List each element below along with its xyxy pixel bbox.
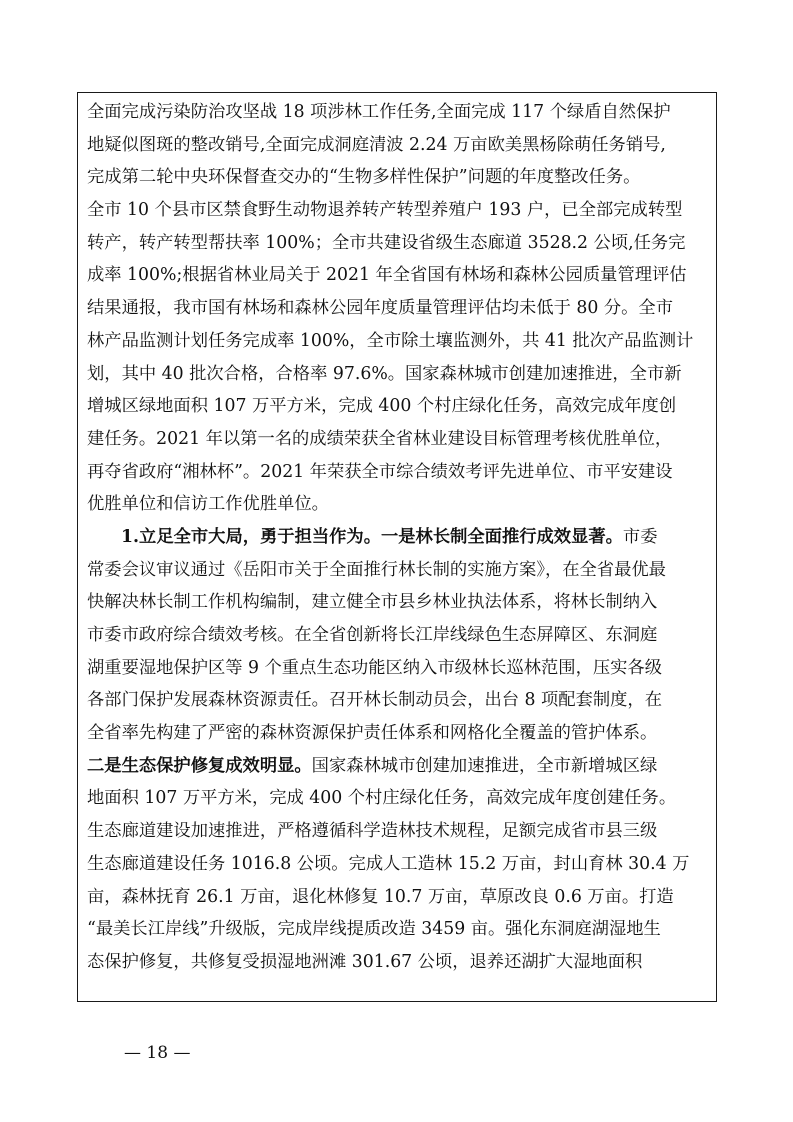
text-line: 地疑似图斑的整改销号,全面完成洞庭清波 2.24 万亩欧美黑杨除萌任务销号, (87, 134, 666, 155)
text-line: 林产品监测计划任务完成率 100%，全市除土壤监测外，共 41 批次产品监测计 (87, 330, 694, 351)
text-line: 划，其中 40 批次合格，合格率 97.6%。国家森林城市创建加速推进，全市新 (87, 363, 682, 384)
text-line: 结果通报，我市国有林场和森林公园年度质量管理评估均未低于 80 分。全市 (87, 298, 673, 319)
text-line: “最美长江岸线”升级版，完成岸线提质改造 3459 亩。强化东洞庭湖湿地生 (87, 919, 661, 940)
heading-continuation: 国家森林城市创建加速推进，全市新增城区绿 (311, 755, 658, 776)
paragraph-heading-line (87, 750, 712, 783)
page-number: — 18 — (124, 1043, 191, 1063)
text-line: 湖重要湿地保护区等 9 个重点生态功能区纳入市级林长巡林范围，压实各级 (87, 657, 662, 678)
text-line: 转产，转产转型帮扶率 100%；全市共建设省级生态廊道 3528.2 公顷,任务完 (87, 232, 686, 253)
bold-heading: 二是生态保护修复成效明显。 (87, 755, 312, 776)
text-line: 全面完成污染防治攻坚战 18 项涉林工作任务,全面完成 117 个绿盾自然保护 (87, 102, 671, 122)
text-line: 增城区绿地面积 107 万平方米，完成 400 个村庄绿化任务，高效完成年度创 (87, 396, 677, 417)
text-line: 亩，森林抚育 26.1 万亩，退化林修复 10.7 万亩，草原改良 0.6 万亩。打造 (87, 886, 674, 907)
paragraph-heading-line (87, 521, 712, 554)
text-line: 各部门保护发展森林资源责任。召开林长制动员会，出台 8 项配套制度，在 (87, 690, 662, 711)
text-line: 市委市政府综合绩效考核。在全省创新将长江岸线绿色生态屏障区、东洞庭 (87, 625, 658, 645)
text-line: 态保护修复，共修复受损湿地洲滩 301.67 公顷，退养还湖扩大湿地面积 (87, 951, 643, 972)
text-line: 再夺省政府“湘林杯”。2021 年荣获全市综合绩效考评先进单位、市平安建设 (87, 461, 673, 482)
text-line: 地面积 107 万平方米，完成 400 个村庄绿化任务，高效完成年度创建任务。 (87, 788, 677, 809)
text-line: 完成第二轮中央环保督查交办的“生物多样性保护”问题的年度整改任务。 (87, 167, 641, 188)
text-line: 建任务。2021 年以第一名的成绩荣获全省林业建设目标管理考核优胜单位， (87, 428, 673, 449)
text-line: 快解决林长制工作机构编制，建立健全市县乡林业执法体系，将林长制纳入 (87, 592, 658, 613)
bold-heading: 1.立足全市大局，勇于担当作为。一是林长制全面推行成效显著。 (121, 526, 623, 547)
text-line: 生态廊道建设任务 1016.8 公顷。完成人工造林 15.2 万亩，封山育林 30.4 万 (87, 853, 690, 874)
document-body (87, 96, 712, 979)
text-line: 优胜单位和信访工作优胜单位。 (87, 494, 329, 515)
text-line: 生态廊道建设加速推进，严格遵循科学造林技术规程，足额完成省市县三级 (87, 821, 658, 842)
heading-continuation: 市委 (622, 526, 658, 547)
text-line: 全省率先构建了严密的森林资源保护责任体系和网格化全覆盖的管护体系。 (87, 723, 658, 744)
text-line: 常委会议审议通过《岳阳市关于全面推行林长制的实施方案》，在全省最优最 (87, 559, 666, 580)
text-line: 成率 100%;根据省林业局关于 2021 年全省国有林场和森林公园质量管理评估 (87, 265, 687, 286)
text-line: 全市 10 个县市区禁食野生动物退养转产转型养殖户 193 户，已全部完成转型 (87, 200, 683, 221)
